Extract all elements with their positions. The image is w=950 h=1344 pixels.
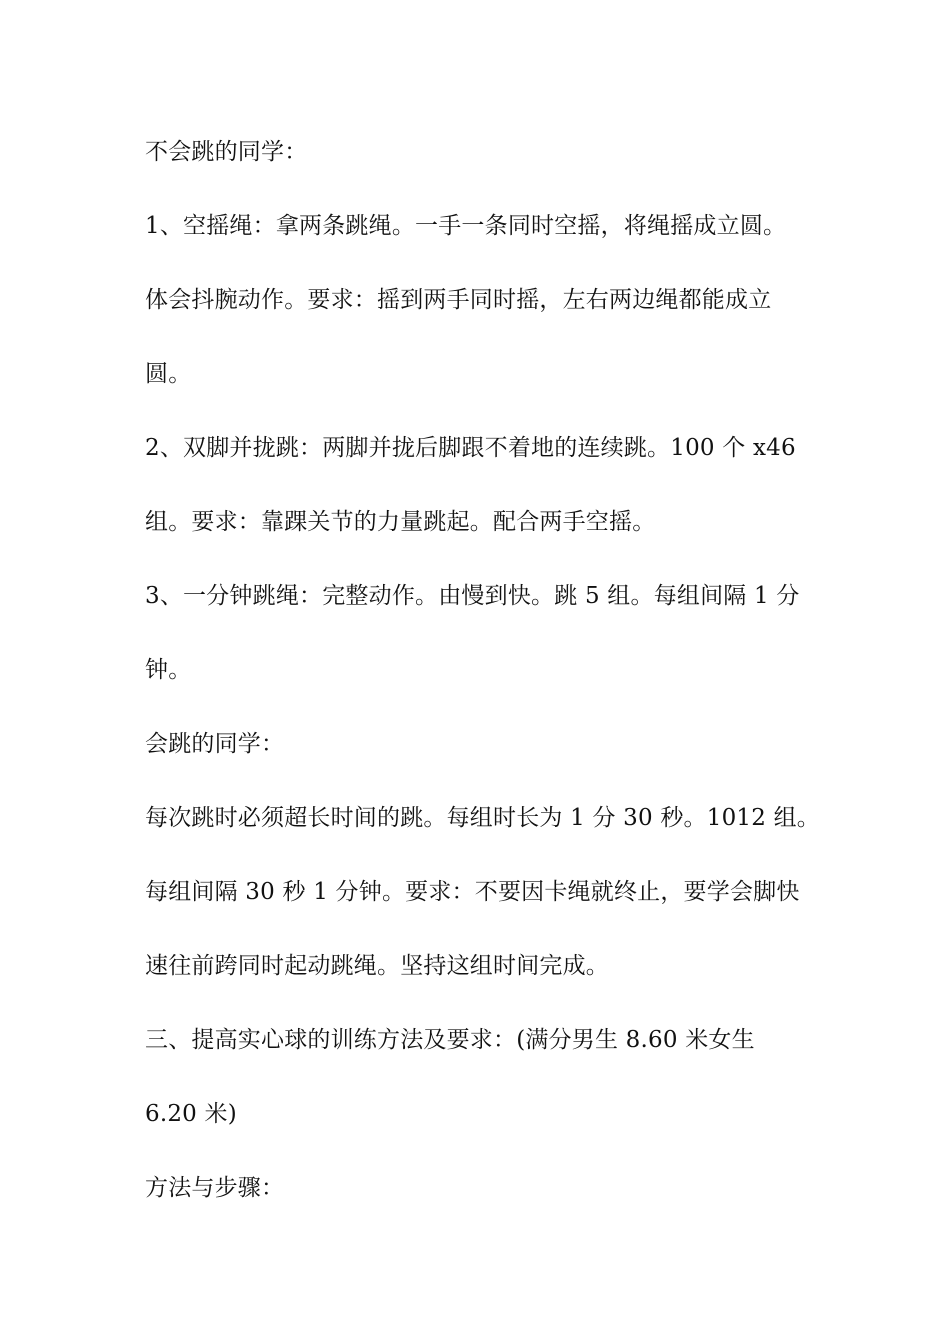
item-1-line-3: 圆。: [145, 361, 192, 387]
can-jump-line-2: 每组间隔 30 秒 1 分钟。要求：不要因卡绳就终止，要学会脚快: [145, 879, 800, 905]
heading-can-jump: 会跳的同学：: [145, 731, 285, 757]
item-3-line-1: 3、一分钟跳绳：完整动作。由慢到快。跳 5 组。每组间隔 1 分: [145, 583, 800, 609]
heading-cannot-jump: 不会跳的同学：: [145, 139, 308, 165]
methods-steps-heading: 方法与步骤：: [145, 1175, 285, 1201]
item-1-line-1: 1、空摇绳：拿两条跳绳。一手一条同时空摇，将绳摇成立圆。: [145, 213, 787, 239]
item-3-line-2: 钟。: [145, 657, 192, 683]
item-2-line-2: 组。要求：靠踝关节的力量跳起。配合两手空摇。: [145, 509, 656, 535]
can-jump-line-3: 速往前跨同时起动跳绳。坚持这组时间完成。: [145, 953, 609, 979]
section-three-heading-line-2: 6.20 米): [145, 1101, 237, 1127]
section-three-heading-line-1: 三、提高实心球的训练方法及要求：(满分男生 8.60 米女生: [145, 1027, 755, 1053]
item-2-line-1: 2、双脚并拢跳：两脚并拢后脚跟不着地的连续跳。100 个 x46: [145, 435, 796, 461]
can-jump-line-1: 每次跳时必须超长时间的跳。每组时长为 1 分 30 秒。1012 组。: [145, 805, 820, 831]
item-1-line-2: 体会抖腕动作。要求：摇到两手同时摇，左右两边绳都能成立: [145, 287, 772, 313]
